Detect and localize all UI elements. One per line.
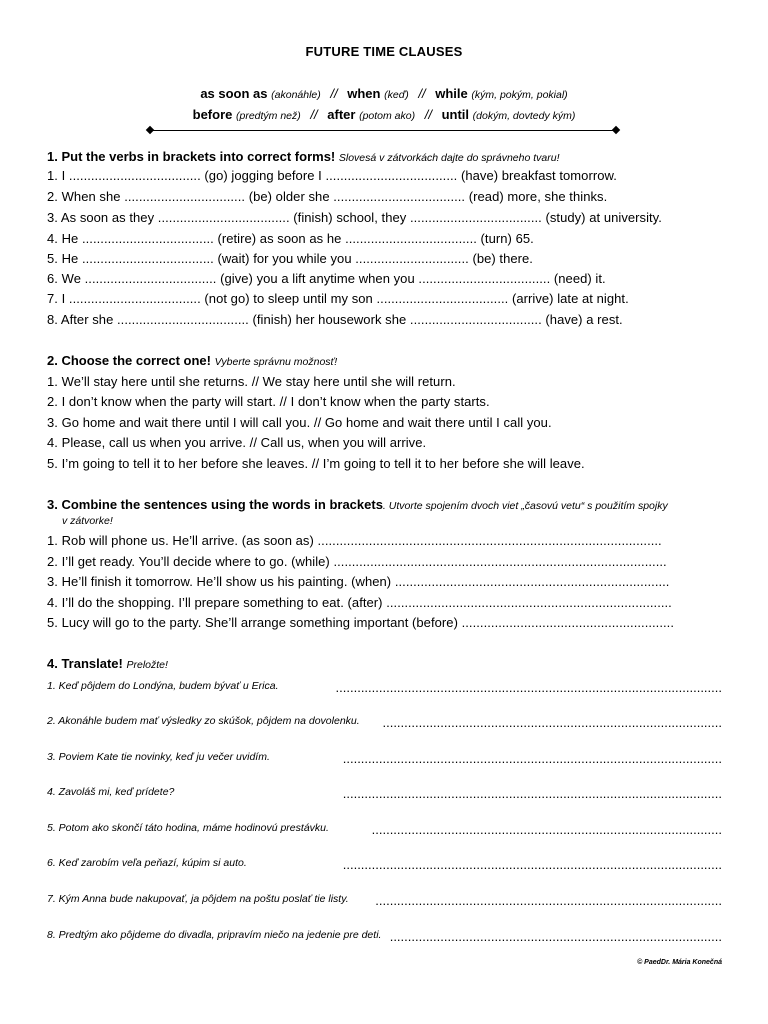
section-4-title: 4. Translate!	[47, 656, 123, 671]
copyright-footer: © PaedDr. Mária Konečná	[637, 959, 722, 966]
exercise-line: 2. I don’t know when the party will start. // I don’t know when the party starts.	[47, 394, 490, 409]
translate-sentence: 5. Potom ako skončí táto hodina, máme hodinovú prestávku.	[47, 822, 329, 834]
section-2-title: 2. Choose the correct one!	[47, 353, 211, 368]
conjunction-translation: (akonáhle)	[271, 89, 321, 101]
section-3-instruction: . Utvorte spojením dvoch viet „časovú vetu“ s použitím spojky	[382, 500, 668, 512]
section-3-heading	[47, 497, 668, 512]
exercise-line: 4. I’ll do the shopping. I’ll prepare something to eat. (after) ..............................................................................	[47, 595, 672, 610]
exercise-line: 8. After she .................................... (finish) her housework she .................................... (have) a rest.	[47, 312, 623, 327]
conjunction-word: as soon as	[200, 86, 268, 101]
exercise-line: 3. He’ll finish it tomorrow. He’ll show us his painting. (when) ...........................................................................	[47, 574, 670, 589]
exercise-line: 5. Lucy will go to the party. She’ll arrange something important (before) ..........................................................	[47, 615, 674, 630]
answer-dots: ................................................................................................	[375, 893, 722, 908]
section-3-instruction-continued: v zátvorke!	[62, 515, 113, 527]
exercise-line: 7. I .................................... (not go) to sleep until my son .................................... (arrive) late at night.	[47, 291, 629, 306]
section-3-title: 3. Combine the sentences using the words in brackets	[47, 497, 383, 512]
translate-sentence: 3. Poviem Kate tie novinky, keď ju večer uvidím.	[47, 751, 270, 763]
answer-dots: ..............................................................................................	[382, 715, 722, 730]
answer-dots: ............................................................................................	[389, 929, 722, 944]
conjunction-word: while	[435, 86, 468, 101]
section-4-instruction: Preložte!	[126, 659, 168, 671]
exercise-line: 2. When she ................................. (be) older she .................................... (read) more, she thinks.	[47, 189, 608, 204]
translate-sentence: 1. Keď pôjdem do Londýna, budem bývať u Erica.	[47, 680, 279, 692]
diamond-right-icon	[612, 126, 620, 134]
section-1-heading	[47, 149, 560, 164]
exercise-line: 6. We .................................... (give) you a lift anytime when you .................................... (need) it.	[47, 271, 606, 286]
exercise-line: 5. I’m going to tell it to her before she leaves. // I’m going to tell it to her before she will leave.	[47, 456, 585, 471]
conjunction-translation: (dokým, dovtedy kým)	[472, 110, 576, 122]
conjunction-translation: (potom ako)	[359, 110, 416, 122]
translate-sentence: 8. Predtým ako pôjdeme do divadla, pripravím niečo na jedenie pre deti.	[47, 929, 382, 941]
answer-dots: .........................................................................................................	[342, 786, 722, 801]
separator: //	[330, 86, 338, 101]
answer-dots: .................................................................................................	[371, 822, 722, 837]
conjunctions-row-1	[0, 86, 768, 101]
translate-sentence: 6. Keď zarobím veľa peňazí, kúpim si auto.	[47, 857, 247, 869]
conjunction-word: when	[347, 86, 381, 101]
answer-dots: .........................................................................................................	[342, 857, 722, 872]
exercise-line: 3. Go home and wait there until I will call you. // Go home and wait there until I call you.	[47, 415, 552, 430]
conjunctions-row-2	[0, 107, 768, 122]
exercise-line: 1. We’ll stay here until she returns. // We stay here until she will return.	[47, 374, 456, 389]
exercise-line: 4. He .................................... (retire) as soon as he .................................... (turn) 65.	[47, 231, 534, 246]
section-1-title: 1. Put the verbs in brackets into correct forms!	[47, 149, 336, 164]
exercise-line: 3. As soon as they .................................... (finish) school, they .................................... (study) at university.	[47, 210, 662, 225]
conjunction-translation: (keď)	[384, 89, 409, 101]
section-1-instruction: Slovesá v zátvorkách dajte do správneho tvaru!	[338, 152, 560, 164]
conjunction-word: after	[327, 107, 356, 122]
section-4-heading	[47, 656, 168, 671]
separator: //	[310, 107, 318, 122]
conjunction-word: until	[441, 107, 470, 122]
answer-dots: .........................................................................................................	[342, 751, 722, 766]
exercise-line: 5. He .................................... (wait) for you while you ............................... (be) there.	[47, 251, 533, 266]
divider-rule	[150, 130, 616, 131]
conjunction-word: before	[192, 107, 233, 122]
section-2-instruction: Vyberte správnu možnosť!	[214, 356, 338, 368]
conjunction-translation: (predtým než)	[236, 110, 301, 122]
conjunction-translation: (kým, pokým, pokial)	[471, 89, 568, 101]
section-2-heading	[47, 353, 337, 368]
page-title: FUTURE TIME CLAUSES	[305, 44, 463, 59]
separator: //	[424, 107, 432, 122]
diamond-left-icon	[146, 126, 154, 134]
exercise-line: 1. Rob will phone us. He’ll arrive. (as soon as) ..............................................................................................	[47, 533, 662, 548]
exercise-line: 4. Please, call us when you arrive. // Call us, when you will arrive.	[47, 435, 427, 450]
translate-sentence: 4. Zavoláš mi, keď prídete?	[47, 786, 175, 798]
translate-sentence: 7. Kým Anna bude nakupovať, ja pôjdem na poštu poslať tie listy.	[47, 893, 349, 905]
translate-sentence: 2. Akonáhle budem mať výsledky zo skúšok, pôjdem na dovolenku.	[47, 715, 360, 727]
exercise-line: 1. I .................................... (go) jogging before I .................................... (have) breakfast tomorrow.	[47, 168, 617, 183]
answer-dots: ...........................................................................................................	[335, 680, 722, 695]
exercise-line: 2. I’ll get ready. You’ll decide where to go. (while) ...........................................................................................	[47, 554, 667, 569]
separator: //	[418, 86, 426, 101]
